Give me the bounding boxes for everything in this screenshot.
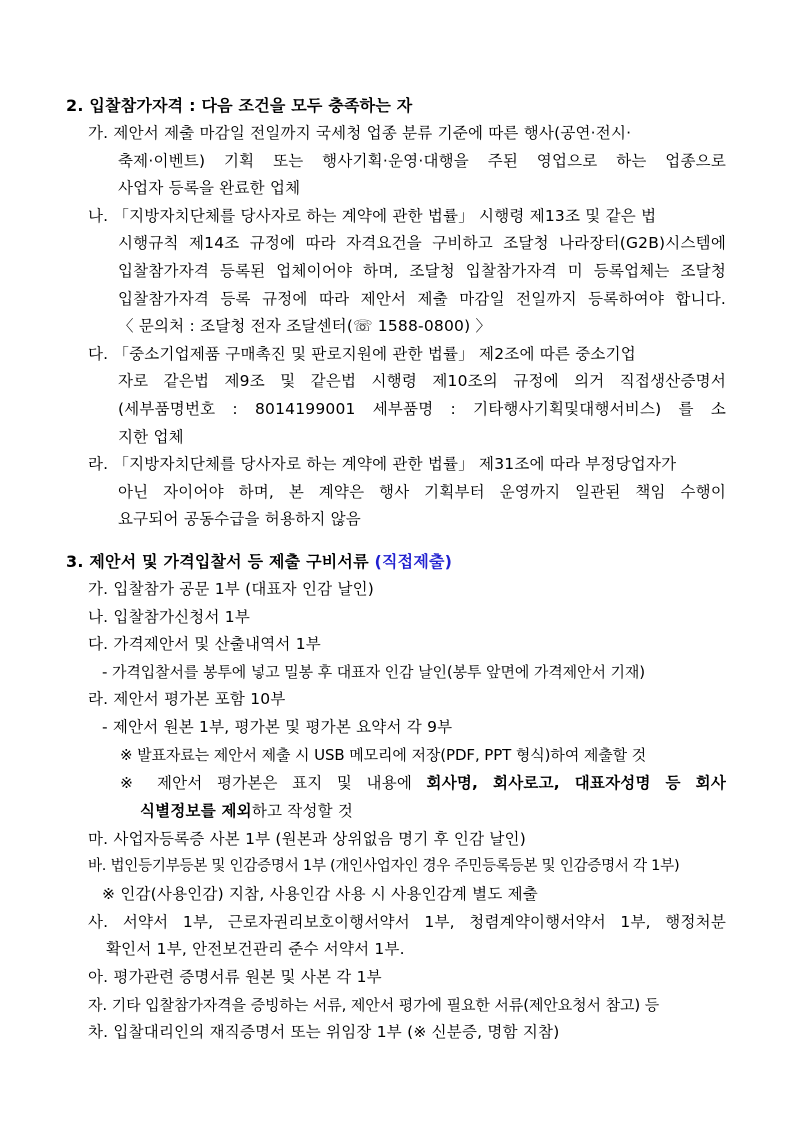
item-2-ga-line1: 가. 제안서 제출 마감일 전일까지 국세청 업종 분류 기준에 따른 행사(공연·전시· [88, 124, 632, 142]
item-3-ba-note: ※ 인감(사용인감) 지참, 사용인감 사용 시 사용인감계 별도 제출 [102, 885, 538, 903]
item-2-ga-line3: 사업자 등록을 완료한 업체 [118, 179, 301, 197]
item-2-ra-line3: 요구되어 공동수급을 허용하지 않음 [118, 510, 361, 528]
section-3-title [66, 551, 452, 573]
item-2-na-line4: 입찰참가자격 등록 규정에 따라 제안서 제출 마감일 전일까지 등록하여야 합니다. [118, 290, 726, 308]
note2-bold: 회사명, 회사로고, 대표자성명 등 회사 [426, 774, 726, 792]
item-2-ra-line2: 아닌 자이어야 하며, 본 계약은 행사 기획부터 운영까지 일관된 책임 수행이 [118, 483, 726, 501]
note2-bold-2: 식별정보를 제외 [140, 802, 252, 820]
item-3-sa-line1: 사. 서약서 1부, 근로자권리보호이행서약서 1부, 청렴계약이행서약서 1부, 행정처분 [88, 913, 726, 931]
contact-info: 〈 문의처 : 조달청 전자 조달센터(☏ 1588-0800) 〉 [118, 317, 492, 335]
note2-text: ※ 제안서 평가본은 표지 및 내용에 [120, 774, 427, 792]
item-3-da: 다. 가격제안서 및 산출내역서 1부 [88, 635, 321, 653]
item-3-ra: 라. 제안서 평가본 포함 10부 [88, 690, 286, 708]
item-3-sa-line2: 확인서 1부, 안전보건관리 준수 서약서 1부. [106, 940, 405, 958]
item-2-ga-line2: 축제·이벤트) 기획 또는 행사기획·운영·대행을 주된 영업으로 하는 업종으로 [118, 152, 726, 170]
item-3-ra-sub: - 제안서 원본 1부, 평가본 및 평가본 요약서 각 9부 [102, 718, 453, 736]
item-3-ga: 가. 입찰참가 공문 1부 (대표자 인감 날인) [88, 580, 375, 598]
item-3-ba: 바. 법인등기부등본 및 인감증명서 1부 (개인사업자인 경우 주민등록등본 및 인감증명서 각 1부) [88, 857, 680, 874]
item-3-ma: 마. 사업자등록증 사본 1부 (원본과 상위없음 명기 후 인감 날인) [88, 830, 526, 848]
item-2-ra-line1: 라. 「지방자치단체를 당사자로 하는 계약에 관한 법률」 제31조에 따라 부정당업자가 [88, 455, 677, 473]
item-2-na-line1: 나. 「지방자치단체를 당사자로 하는 계약에 관한 법률」 시행령 제13조 및 같은 법 [88, 207, 657, 225]
item-2-da-line1: 다. 「중소기업제품 구매촉진 및 판로지원에 관한 법률」 제2조에 따른 중소기업 [88, 345, 636, 363]
item-3-da-sub: - 가격입찰서를 봉투에 넣고 밀봉 후 대표자 인감 날인(봉투 앞면에 가격제안서 기재) [102, 663, 646, 681]
item-3-na: 나. 입찰참가신청서 1부 [88, 608, 251, 626]
item-3-ra-note1: ※ 발표자료는 제안서 제출 시 USB 메모리에 저장(PDF, PPT 형식)하여 제출할 것 [120, 746, 647, 764]
item-2-na-line2: 시행규칙 제14조 규정에 따라 자격요건을 구비하고 조달청 나라장터(G2B)시스템에 [118, 234, 726, 252]
section-3-title-text: 3. 제안서 및 가격입찰서 등 제출 구비서류 [66, 552, 369, 571]
item-2-da-line4: 지한 업체 [118, 428, 184, 446]
note2-text-2: 하고 작성할 것 [251, 802, 354, 820]
item-3-ja: 자. 기타 입찰참가자격을 증빙하는 서류, 제안서 평가에 필요한 서류(제안요청서 참고) 등 [88, 996, 660, 1014]
item-2-da-line2: 자로 같은법 제9조 및 같은법 시행령 제10조의 규정에 의거 직접생산증명서 [118, 372, 726, 390]
section-2-title: 2. 입찰참가자격 : 다음 조건을 모두 충족하는 자 [66, 96, 413, 115]
item-3-ra-note2-line1 [120, 772, 726, 794]
item-2-da-line3: (세부품명번호 : 8014199001 세부품명 : 기타행사기획및대행서비스) 를 소 [118, 400, 726, 418]
item-3-cha: 차. 입찰대리인의 재직증명서 또는 위임장 1부 (※ 신분증, 명함 지참) [88, 1023, 560, 1041]
section-3-title-note: (직접제출) [374, 552, 453, 571]
item-3-a: 아. 평가관련 증명서류 원본 및 사본 각 1부 [88, 968, 382, 986]
item-2-na-line3: 입찰참가자격 등록된 업체이어야 하며, 조달청 입찰참가자격 미 등록업체는 조달청 [118, 262, 726, 280]
item-3-ra-note2-line2 [140, 800, 353, 822]
